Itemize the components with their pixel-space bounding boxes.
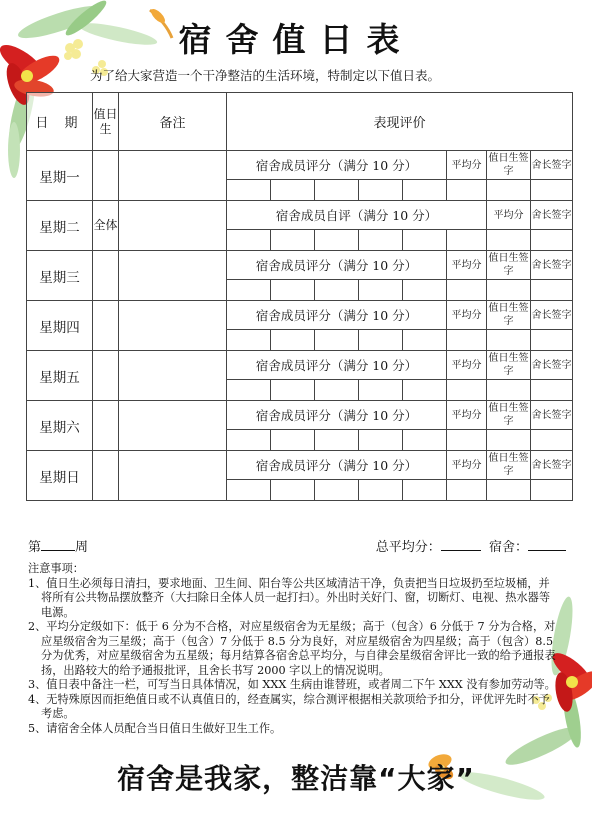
score-input-cell[interactable] <box>359 380 403 401</box>
score-input-cell[interactable] <box>227 480 271 501</box>
score-input-cell[interactable] <box>271 230 315 251</box>
duty-sign-label: 值日生签字 <box>487 401 531 430</box>
score-input-cell[interactable] <box>359 180 403 201</box>
note-cell[interactable] <box>119 351 227 401</box>
score-input-cell[interactable] <box>531 330 573 351</box>
score-input-cell[interactable] <box>447 330 487 351</box>
note-item: 2、平均分定级如下：低于 6 分为不合格，对应星级宿舍为无星级；高于（包含）6 分低于 7 分为合格，对应星级宿舍为三星级；高于（包含）7 分低于 8.5 分为良好，对应星级宿舍为四星级；高于（包含）8.5 分为优秀，对应星级宿舍为五星级；每月结算各宿舍总平均分，与自律会星级宿舍评比一致的给予通报表扬，出路较大的给予通报批评，且舍长书写 2000 字以上的情况说明。 <box>28 620 556 677</box>
duty-sign-label: 值日生签字 <box>487 451 531 480</box>
day-label: 星期五 <box>27 351 93 401</box>
score-label: 宿舍成员评分（满分 10 分） <box>227 451 447 480</box>
score-input-cell[interactable] <box>315 280 359 301</box>
score-input-cell[interactable] <box>315 480 359 501</box>
score-input-cell[interactable] <box>227 230 271 251</box>
score-input-cell[interactable] <box>315 230 359 251</box>
score-label: 宿舍成员评分（满分 10 分） <box>227 151 447 180</box>
dorm-label: 宿舍： <box>488 540 528 555</box>
subtitle: 为了给大家营造一个干净整洁的生活环境，特制定以下值日表。 <box>90 68 441 83</box>
duty-cell[interactable] <box>93 151 119 201</box>
duty-cell[interactable] <box>93 301 119 351</box>
average-label: 平均分 <box>487 201 531 230</box>
score-input-cell[interactable] <box>487 330 531 351</box>
duty-sign-label: 值日生签字 <box>487 251 531 280</box>
score-input-cell[interactable] <box>227 380 271 401</box>
score-input-cell[interactable] <box>487 430 531 451</box>
score-input-cell[interactable] <box>271 380 315 401</box>
score-input-cell[interactable] <box>403 480 447 501</box>
day-label: 星期日 <box>27 451 93 501</box>
score-input-cell[interactable] <box>359 480 403 501</box>
score-input-cell[interactable] <box>271 480 315 501</box>
score-input-cell[interactable] <box>531 430 573 451</box>
head-sign-label: 舍长签字 <box>531 401 573 430</box>
score-input-cell[interactable] <box>531 480 573 501</box>
score-input-cell[interactable] <box>403 380 447 401</box>
duty-sign-label: 值日生签字 <box>487 151 531 180</box>
day-label: 星期三 <box>27 251 93 301</box>
head-sign-label: 舍长签字 <box>531 151 573 180</box>
note-cell[interactable] <box>119 151 227 201</box>
note-cell[interactable] <box>119 401 227 451</box>
score-label: 宿舍成员评分（满分 10 分） <box>227 251 447 280</box>
score-input-cell[interactable] <box>315 380 359 401</box>
score-label: 宿舍成员评分（满分 10 分） <box>227 351 447 380</box>
score-input-cell[interactable] <box>271 330 315 351</box>
score-input-cell[interactable] <box>487 230 531 251</box>
table-row <box>27 451 573 480</box>
note-cell[interactable] <box>119 201 227 251</box>
page-title: 宿舍值日表 <box>178 20 414 59</box>
score-input-cell[interactable] <box>487 380 531 401</box>
score-input-cell[interactable] <box>531 280 573 301</box>
score-input-cell[interactable] <box>227 280 271 301</box>
day-rows <box>27 151 573 501</box>
note-cell[interactable] <box>119 251 227 301</box>
duty-cell[interactable] <box>93 251 119 301</box>
score-input-cell[interactable] <box>447 480 487 501</box>
note-item: 5、请宿舍全体人员配合当日值日生做好卫生工作。 <box>28 721 282 735</box>
average-label: 平均分 <box>447 451 487 480</box>
head-sign-label: 舍长签字 <box>531 201 573 230</box>
score-input-cell[interactable] <box>271 430 315 451</box>
note-item: 1、值日生必须每日清扫，要求地面、卫生间、阳台等公共区域清洁干净，负责把当日垃圾扔至垃圾桶，并将所有公共物品摆放整齐（大扫除日全体人员一起打扫）。外出时关好门、窗，切断灯、电视、热水器等电源。 <box>28 576 551 619</box>
duty-schedule-table <box>26 92 573 501</box>
score-input-cell[interactable] <box>403 430 447 451</box>
duty-cell[interactable] <box>93 451 119 501</box>
score-input-cell[interactable] <box>403 330 447 351</box>
summary-fields <box>376 536 566 555</box>
average-label: 平均分 <box>447 301 487 330</box>
average-label: 平均分 <box>447 401 487 430</box>
average-label: 平均分 <box>447 151 487 180</box>
score-input-cell[interactable] <box>403 230 447 251</box>
duty-cell[interactable] <box>93 351 119 401</box>
score-input-cell[interactable] <box>359 430 403 451</box>
note-item: 3、值日表中备注一栏，可写当日具体情况，如 XXX 生病由谁替班，或者周二下午 XXX 没有参加劳动等。 <box>28 678 556 691</box>
score-input-cell[interactable] <box>403 280 447 301</box>
table-row <box>27 151 573 180</box>
table-header-row <box>27 93 573 151</box>
score-label: 宿舍成员评分（满分 10 分） <box>227 401 447 430</box>
table-row <box>27 351 573 380</box>
average-label: 平均分 <box>447 351 487 380</box>
notes-heading: 注意事项： <box>28 562 84 575</box>
score-input-cell[interactable] <box>403 180 447 201</box>
date-header: 日 期 <box>27 93 93 151</box>
slogan: 宿舍是我家，整洁靠“大家” <box>117 762 475 795</box>
score-input-cell[interactable] <box>315 180 359 201</box>
score-input-cell[interactable] <box>447 280 487 301</box>
day-label: 星期一 <box>27 151 93 201</box>
week-field: 第 周 <box>28 540 89 555</box>
average-label: 平均分 <box>447 251 487 280</box>
score-input-cell[interactable] <box>531 380 573 401</box>
note-cell[interactable] <box>119 451 227 501</box>
notes-section <box>28 562 558 736</box>
score-input-cell[interactable] <box>271 280 315 301</box>
score-input-cell[interactable] <box>531 230 573 251</box>
total-average-label: 总平均分： <box>375 540 441 555</box>
self-score-label: 宿舍成员自评（满分 10 分） <box>227 201 487 230</box>
table-row <box>27 201 573 230</box>
score-input-cell[interactable] <box>227 180 271 201</box>
score-input-cell[interactable] <box>487 280 531 301</box>
duty-sign-label: 值日生签字 <box>487 301 531 330</box>
score-input-cell[interactable] <box>447 230 487 251</box>
note-header: 备注 <box>119 93 227 151</box>
score-input-cell[interactable] <box>447 180 487 201</box>
head-sign-label: 舍长签字 <box>531 451 573 480</box>
table-row <box>27 301 573 330</box>
duty-all-cell: 全体 <box>93 201 119 251</box>
footer-line <box>28 536 568 555</box>
head-sign-label: 舍长签字 <box>531 351 573 380</box>
day-label: 星期四 <box>27 301 93 351</box>
note-item: 4、无特殊原因而拒绝值日或不认真值日的，经查属实，综合测评根据相关款项给予扣分，评优评先时不予考虑。 <box>28 692 550 720</box>
performance-header: 表现评价 <box>227 93 573 151</box>
head-sign-label: 舍长签字 <box>531 251 573 280</box>
score-input-cell[interactable] <box>447 380 487 401</box>
score-input-cell[interactable] <box>487 480 531 501</box>
duty-header: 值日生 <box>93 93 119 151</box>
score-input-cell[interactable] <box>359 230 403 251</box>
score-input-cell[interactable] <box>227 430 271 451</box>
table-row <box>27 401 573 430</box>
duty-cell[interactable] <box>93 401 119 451</box>
duty-sign-label: 值日生签字 <box>487 351 531 380</box>
score-input-cell[interactable] <box>315 430 359 451</box>
day-label: 星期六 <box>27 401 93 451</box>
score-input-cell[interactable] <box>487 180 531 201</box>
notes-list <box>28 577 558 737</box>
score-input-cell[interactable] <box>271 180 315 201</box>
score-label: 宿舍成员评分（满分 10 分） <box>227 301 447 330</box>
score-input-cell[interactable] <box>227 330 271 351</box>
score-input-cell[interactable] <box>531 180 573 201</box>
score-input-cell[interactable] <box>359 330 403 351</box>
table-row <box>27 251 573 280</box>
note-cell[interactable] <box>119 301 227 351</box>
day-label: 星期二 <box>27 201 93 251</box>
score-input-cell[interactable] <box>447 430 487 451</box>
score-input-cell[interactable] <box>315 330 359 351</box>
score-input-cell[interactable] <box>359 280 403 301</box>
head-sign-label: 舍长签字 <box>531 301 573 330</box>
